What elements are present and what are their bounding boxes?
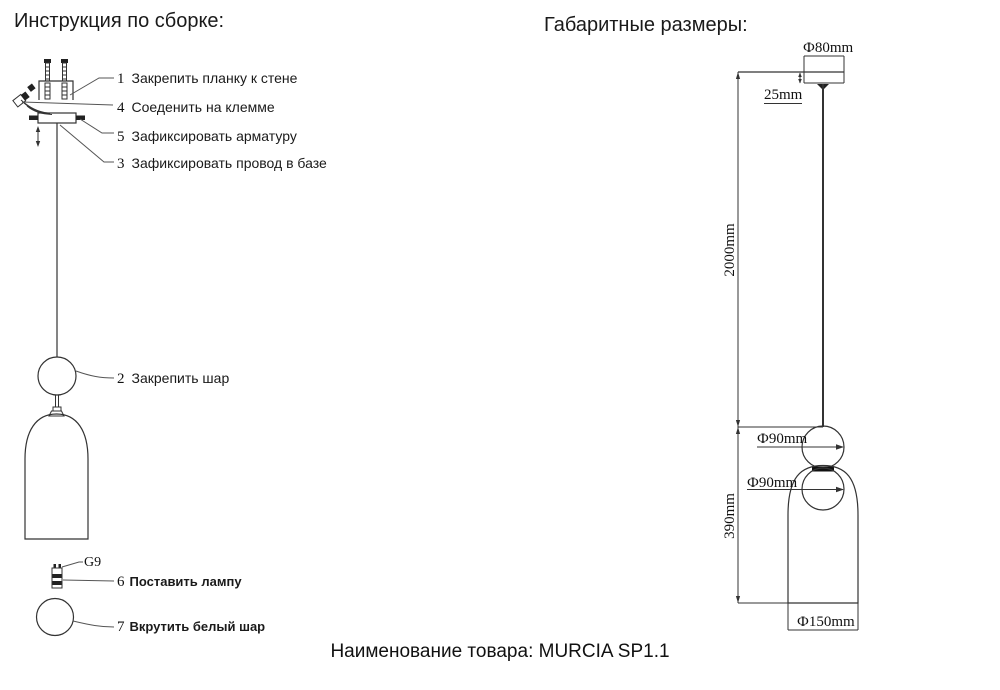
callout-step-number: 2: [117, 371, 125, 387]
top-ball-diameter-label: Ф90mm: [757, 431, 808, 447]
callout-step-2: [117, 370, 229, 388]
callout-step-text: Закрепить планку к стене: [131, 70, 298, 86]
canopy-height-arrows: [798, 73, 802, 84]
callout-step-number: 6: [117, 574, 125, 590]
callout-step-number: 3: [117, 156, 125, 172]
lamp-height-label: 390mm: [722, 493, 738, 539]
callout-step-4: [117, 99, 275, 117]
neck: [56, 395, 59, 407]
callout-step-7: [117, 619, 265, 636]
adjust-arrow-icon: [36, 126, 40, 147]
callout-step-text: Закрепить шар: [131, 370, 230, 386]
glass-shade: [25, 414, 88, 539]
socket-cap: [53, 407, 61, 411]
callout-step-text: Поставить лампу: [129, 574, 242, 589]
callout-step-5: [117, 128, 297, 146]
decor-ball: [38, 357, 76, 395]
callout-step-text: Вкрутить белый шар: [129, 619, 266, 634]
callout-step-number: 7: [117, 619, 125, 635]
canopy-height-label: 25mm: [764, 87, 803, 103]
fixture-base: [38, 113, 76, 123]
mounting-bracket: [39, 81, 73, 100]
callout-step-text: Зафиксировать арматуру: [131, 128, 297, 144]
shade-outline: [788, 466, 858, 604]
shade-diameter-label: Ф150mm: [797, 614, 855, 630]
dimension-figure: [736, 56, 858, 630]
callout-step-number: 4: [117, 100, 125, 116]
g9-bulb-icon: [52, 564, 62, 588]
callout-step-number: 5: [117, 129, 125, 145]
assembly-section-title: Инструкция по сборке:: [14, 10, 225, 32]
callout-step-text: Соеденить на клемме: [131, 99, 275, 115]
callout-step-text: Зафиксировать провод в базе: [131, 155, 327, 171]
callout-step-3: [117, 155, 327, 173]
g9-socket-label: G9: [84, 555, 102, 570]
canopy-outline: [804, 56, 844, 83]
dimensions-section-title: Габаритные размеры:: [544, 14, 748, 36]
canopy-diameter-label: Ф80mm: [803, 40, 854, 56]
bottom-ball-diameter-label: Ф90mm: [747, 475, 798, 491]
product-name-label: Наименование товара: MURCIA SP1.1: [330, 641, 670, 662]
assembly-figure: [13, 59, 114, 636]
base-side-screw-left: [29, 116, 38, 121]
white-ball: [37, 599, 74, 636]
height-dimension-lines: [736, 72, 823, 603]
callout-leader-lines: [22, 78, 114, 627]
callout-step-1: [117, 70, 297, 88]
suspension-length-label: 2000mm: [722, 223, 738, 277]
screw-anchors: [45, 83, 67, 99]
wall-screws-icon: [44, 59, 68, 81]
callout-step-number: 1: [117, 71, 125, 87]
callout-step-6: [117, 574, 242, 591]
